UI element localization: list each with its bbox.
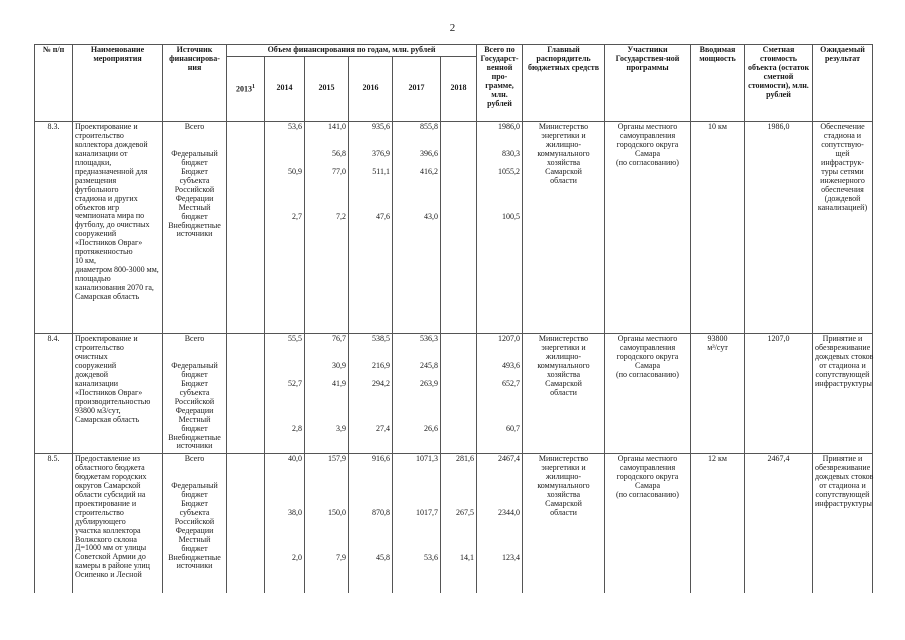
value-total (477, 121, 523, 333)
row-est-cost: 2467,4 (745, 453, 813, 593)
source-line: бюджет (181, 157, 208, 167)
row-num: 8.5. (35, 453, 73, 593)
row-name-line: «Постников Овраг» (75, 387, 143, 397)
participants-line: Органы местного (617, 453, 678, 463)
manager-line: Министерство (538, 453, 589, 463)
source-line: бюджет (181, 543, 208, 553)
value-cell (229, 213, 262, 222)
value-y2018 (441, 453, 477, 593)
value-cell: 1071,3 (416, 453, 438, 463)
row-num: 8.4. (35, 333, 73, 453)
value-y2017 (393, 453, 441, 593)
value-cell (229, 150, 262, 159)
value-cell: 294,2 (372, 378, 390, 388)
manager-line: Самарской (545, 498, 582, 508)
source-line: Федерации (175, 525, 214, 535)
value-cell: 53,6 (288, 121, 302, 131)
value-cell: 40,0 (288, 453, 302, 463)
value-cell (229, 425, 262, 434)
capacity-line: 10 км (708, 121, 727, 131)
row-capacity (691, 453, 745, 593)
participants-line: самоуправления (619, 130, 676, 140)
row-name (73, 453, 163, 593)
participants-line: (по согласованию) (616, 157, 679, 167)
manager-line: области (550, 507, 577, 517)
participants-line: Органы местного (617, 121, 678, 131)
value-cell: 27,4 (376, 423, 390, 433)
value-cell (443, 213, 474, 222)
manager-line: области (550, 387, 577, 397)
value-cell (443, 425, 474, 434)
value-y2013 (227, 333, 265, 453)
row-name-line: футболу, до очистных (75, 220, 150, 230)
source-line: Бюджет (181, 166, 208, 176)
value-y2014 (265, 333, 305, 453)
header-year-2015: 2015 (305, 56, 349, 121)
header-manager: Главный распорядитель бюджетных средств (523, 45, 605, 122)
value-cell: 652,7 (502, 378, 520, 388)
value-cell: 1986,0 (498, 121, 520, 131)
row-participants (605, 453, 691, 593)
source-line: бюджет (181, 211, 208, 221)
header-year-2017: 2017 (393, 56, 441, 121)
manager-line: коммунального (537, 360, 590, 370)
source-line: субъекта (179, 175, 210, 185)
row-result (813, 121, 873, 333)
source-line: бюджет (181, 369, 208, 379)
result-line: Принятие и (822, 453, 863, 463)
row-name (73, 333, 163, 453)
result-line: сопутствующей (815, 489, 870, 499)
manager-line: жилищно- (545, 139, 582, 149)
page-number: 2 (449, 22, 456, 34)
value-cell (229, 123, 262, 132)
row-participants (605, 333, 691, 453)
value-cell (229, 455, 262, 464)
value-y2018 (441, 121, 477, 333)
manager-line: хозяйства (546, 157, 581, 167)
row-num: 8.3. (35, 121, 73, 333)
value-cell (229, 168, 262, 177)
value-y2015 (305, 333, 349, 453)
value-cell (267, 362, 302, 371)
source-line: бюджет (181, 489, 208, 499)
value-y2018 (441, 333, 477, 453)
capacity-line: 93800 (707, 333, 728, 343)
source-line: Российской (174, 516, 215, 526)
manager-line: жилищно- (545, 471, 582, 481)
value-cell: 55,5 (288, 333, 302, 343)
row-sources (163, 333, 227, 453)
result-line: канализацией) (817, 202, 868, 212)
value-cell: 2,7 (292, 211, 302, 221)
value-cell: 76,7 (332, 333, 346, 343)
row-name-line: канализования 2070 га, (75, 283, 154, 293)
source-line: Федеральный (171, 148, 218, 158)
value-cell: 38,0 (288, 507, 302, 517)
value-cell: 2,8 (292, 423, 302, 433)
result-line: сопутствую- (821, 139, 864, 149)
row-name-line: сооружений (75, 229, 117, 239)
value-y2016 (349, 453, 393, 593)
row-name-line: предназначенной для (75, 166, 148, 176)
participants-line: городского округа (616, 471, 679, 481)
row-participants (605, 121, 691, 333)
result-line: (дождевой (824, 193, 861, 203)
value-cell (443, 335, 474, 344)
source-line: Бюджет (181, 378, 208, 388)
value-cell: 26,6 (424, 423, 438, 433)
value-cell (229, 335, 262, 344)
row-name-line: Проектирование и (75, 121, 138, 131)
manager-line: жилищно- (545, 351, 582, 361)
row-name-line: областного бюджета (75, 462, 145, 472)
value-y2014 (265, 121, 305, 333)
table-row (35, 333, 873, 453)
row-name-line: округов Самарской (75, 480, 141, 490)
row-name-line: Предоставление из (75, 453, 140, 463)
row-est-cost: 1986,0 (745, 121, 813, 333)
header-source: Источник финансирова-ния (163, 45, 227, 122)
value-cell: 100,5 (502, 211, 520, 221)
header-name: Наименование мероприятия (73, 45, 163, 122)
value-cell: 493,6 (502, 360, 520, 370)
row-result (813, 453, 873, 593)
value-cell: 281,6 (456, 453, 474, 463)
row-name-line: Волжского склона (75, 534, 137, 544)
manager-line: энергетики и (541, 342, 586, 352)
source-line: Внебюджетные (168, 220, 221, 230)
value-cell: 7,2 (336, 211, 346, 221)
row-name-line: камеры в районе улиц (75, 561, 150, 571)
value-cell: 855,8 (420, 121, 438, 131)
value-cell: 157,9 (328, 453, 346, 463)
financing-table (34, 44, 873, 593)
value-cell (229, 554, 262, 563)
value-cell: 53,6 (424, 552, 438, 562)
value-cell: 511,1 (372, 166, 390, 176)
source-line: источники (176, 561, 213, 571)
participants-line: Самара (635, 360, 660, 370)
value-cell: 1207,0 (498, 333, 520, 343)
row-name (73, 121, 163, 333)
source-line: Федеральный (171, 480, 218, 490)
value-y2014 (265, 453, 305, 593)
value-cell (443, 362, 474, 371)
value-cell: 45,8 (376, 552, 390, 562)
header-est-cost: Сметная стоимость объекта (остаток сметной стоимости), млн. рублей (745, 45, 813, 122)
capacity-line: 12 км (708, 453, 727, 463)
row-name-line: дождевой (75, 369, 109, 379)
value-cell: 3,9 (336, 423, 346, 433)
value-cell (229, 362, 262, 371)
header-participants: Участники Государствен-ной программы (605, 45, 691, 122)
value-cell: 267,5 (456, 507, 474, 517)
result-line: дождевых стоков (815, 351, 874, 361)
row-name-line: диаметром 800-3000 мм, (75, 265, 159, 275)
value-cell: 52,7 (288, 378, 302, 388)
result-line: щей (835, 148, 850, 158)
result-line: обезвреживание (815, 342, 871, 352)
result-line: стадиона и (823, 130, 862, 140)
row-name-line: стадиона и других (75, 193, 138, 203)
value-cell: 935,6 (372, 121, 390, 131)
value-cell: 150,0 (328, 507, 346, 517)
value-cell: 416,2 (420, 166, 438, 176)
source-line: источники (176, 229, 213, 239)
row-name-line: строительство (75, 342, 124, 352)
table-row (35, 121, 873, 333)
participants-line: Самара (635, 480, 660, 490)
row-name-line: очистных (75, 351, 108, 361)
row-name-line: производительностью (75, 396, 151, 406)
value-cell: 1017,7 (416, 507, 438, 517)
participants-line: самоуправления (619, 462, 676, 472)
value-cell (229, 509, 262, 518)
result-line: инфраструк- (821, 157, 864, 167)
value-cell: 538,5 (372, 333, 390, 343)
participants-line: городского округа (616, 351, 679, 361)
row-sources (163, 121, 227, 333)
source-line: субъекта (179, 507, 210, 517)
result-line: от стадиона и (819, 480, 866, 490)
row-name-line: «Постников Овраг» (75, 238, 143, 248)
value-cell: 245,8 (420, 360, 438, 370)
value-cell: 536,3 (420, 333, 438, 343)
result-line: от стадиона и (819, 360, 866, 370)
row-name-line: футбольного (75, 184, 119, 194)
source-line: Всего (184, 121, 205, 131)
value-cell (443, 150, 474, 159)
header-total: Всего по Государст-венной про-грамме, млн. рублей (477, 45, 523, 122)
value-cell: 2467,4 (498, 453, 520, 463)
row-name-line: Проектирование и (75, 333, 138, 343)
row-capacity (691, 121, 745, 333)
value-cell: 47,6 (376, 211, 390, 221)
row-name-line: Осипенко и Лесной (75, 570, 142, 580)
value-y2016 (349, 333, 393, 453)
value-cell (443, 123, 474, 132)
value-y2015 (305, 121, 349, 333)
source-line: Федерации (175, 193, 214, 203)
manager-line: области (550, 175, 577, 185)
row-name-line: размещения (75, 175, 117, 185)
value-cell: 1055,2 (498, 166, 520, 176)
value-cell: 396,6 (420, 148, 438, 158)
value-cell: 123,4 (502, 552, 520, 562)
source-line: Внебюджетные (168, 432, 221, 442)
value-cell: 56,8 (332, 148, 346, 158)
source-line: Внебюджетные (168, 552, 221, 562)
capacity-line: м³/сут (707, 342, 728, 352)
header-result: Ожидаемый результат (813, 45, 873, 122)
row-name-line: Д=1000 мм от улицы (75, 543, 147, 553)
value-cell: 263,9 (420, 378, 438, 388)
source-line: Местный (178, 534, 211, 544)
participants-line: самоуправления (619, 342, 676, 352)
value-cell: 216,9 (372, 360, 390, 370)
row-manager (523, 453, 605, 593)
manager-line: хозяйства (546, 489, 581, 499)
row-name-line: Самарская область (75, 414, 140, 424)
result-line: дождевых стоков (815, 471, 874, 481)
row-manager (523, 333, 605, 453)
result-line: обезвреживание (815, 462, 871, 472)
source-line: Местный (178, 414, 211, 424)
row-capacity (691, 333, 745, 453)
value-y2017 (393, 121, 441, 333)
row-name-line: бюджетам городских (75, 471, 147, 481)
result-line: туры сетями (821, 166, 864, 176)
manager-line: Самарской (545, 378, 582, 388)
row-est-cost: 1207,0 (745, 333, 813, 453)
source-line: Российской (174, 184, 215, 194)
header-year-2014: 2014 (265, 56, 305, 121)
value-cell: 830,3 (502, 148, 520, 158)
row-result (813, 333, 873, 453)
table-body (35, 121, 873, 593)
source-line: Федеральный (171, 360, 218, 370)
header-year-2018: 2018 (441, 56, 477, 121)
value-cell: 50,9 (288, 166, 302, 176)
manager-line: коммунального (537, 480, 590, 490)
header-year-2016: 2016 (349, 56, 393, 121)
source-line: Всего (184, 333, 205, 343)
header-year-2013: 2013$^1$ (227, 56, 265, 121)
row-sources (163, 453, 227, 593)
value-total (477, 333, 523, 453)
source-line: источники (176, 441, 213, 451)
result-line: инженерного (820, 175, 865, 185)
row-name-line: Советской Армии до (75, 552, 146, 562)
table-row (35, 453, 873, 593)
result-line: Принятие и (822, 333, 863, 343)
row-name-line: строительство (75, 130, 124, 140)
value-cell (443, 380, 474, 389)
value-cell: 7,9 (336, 552, 346, 562)
row-name-line: проектирование и (75, 498, 137, 508)
header-num: № п/п (35, 45, 73, 122)
result-line: обеспечения (821, 184, 864, 194)
row-name-line: протяженностью (75, 247, 133, 257)
value-cell: 376,9 (372, 148, 390, 158)
source-line: субъекта (179, 387, 210, 397)
participants-line: Органы местного (617, 333, 678, 343)
value-cell: 916,6 (372, 453, 390, 463)
row-name-line: 93800 м3/сут, (75, 405, 121, 415)
value-total (477, 453, 523, 593)
result-line: сопутствующей (815, 369, 870, 379)
value-cell (229, 380, 262, 389)
header-capacity: Вводимая мощность (691, 45, 745, 122)
value-y2017 (393, 333, 441, 453)
source-line: Федерации (175, 405, 214, 415)
table-header (35, 45, 873, 122)
source-line: Местный (178, 202, 211, 212)
row-name-line: коллектора дождевой (75, 139, 148, 149)
row-name-line: канализации от (75, 148, 128, 158)
value-cell: 870,8 (372, 507, 390, 517)
value-cell: 77,0 (332, 166, 346, 176)
row-name-line: площадки, (75, 157, 112, 167)
row-name-line: Самарская область (75, 292, 140, 302)
result-line: инфраструктуры (815, 498, 872, 508)
row-name-line: сооружений (75, 360, 117, 370)
row-name-line: области субсидий на (75, 489, 146, 499)
result-line: инфраструктуры (815, 378, 872, 388)
manager-line: хозяйства (546, 369, 581, 379)
manager-line: Самарской (545, 166, 582, 176)
source-line: бюджет (181, 423, 208, 433)
row-name-line: участка коллектора (75, 525, 141, 535)
row-name-line: чемпионата мира по (75, 211, 145, 221)
result-line: Обеспечение (820, 121, 865, 131)
manager-line: Министерство (538, 121, 589, 131)
value-cell: 14,1 (460, 552, 474, 562)
manager-line: энергетики и (541, 130, 586, 140)
manager-line: Министерство (538, 333, 589, 343)
source-line: Бюджет (181, 498, 208, 508)
participants-line: (по согласованию) (616, 369, 679, 379)
row-name-line: объектов игр (75, 202, 120, 212)
participants-line: городского округа (616, 139, 679, 149)
source-line: Всего (184, 453, 205, 463)
value-y2013 (227, 453, 265, 593)
value-cell (267, 150, 302, 159)
value-y2015 (305, 453, 349, 593)
row-name-line: строительство (75, 507, 124, 517)
manager-line: энергетики и (541, 462, 586, 472)
header-volume-group: Объем финансирования по годам, млн. рублей (227, 45, 477, 57)
participants-line: (по согласованию) (616, 489, 679, 499)
participants-line: Самара (635, 148, 660, 158)
value-cell: 30,9 (332, 360, 346, 370)
row-name-line: 10 км, (75, 256, 96, 266)
row-name-line: дублирующего (75, 516, 126, 526)
value-cell: 43,0 (424, 211, 438, 221)
source-line: Российской (174, 396, 215, 406)
value-cell: 60,7 (506, 423, 520, 433)
value-cell (443, 168, 474, 177)
value-cell: 41,9 (332, 378, 346, 388)
value-cell: 2,0 (292, 552, 302, 562)
value-cell: 2344,0 (498, 507, 520, 517)
row-manager (523, 121, 605, 333)
row-name-line: канализации (75, 378, 119, 388)
row-name-line: площадью (75, 274, 111, 284)
manager-line: коммунального (537, 148, 590, 158)
value-y2013 (227, 121, 265, 333)
value-y2016 (349, 121, 393, 333)
value-cell: 141,0 (328, 121, 346, 131)
